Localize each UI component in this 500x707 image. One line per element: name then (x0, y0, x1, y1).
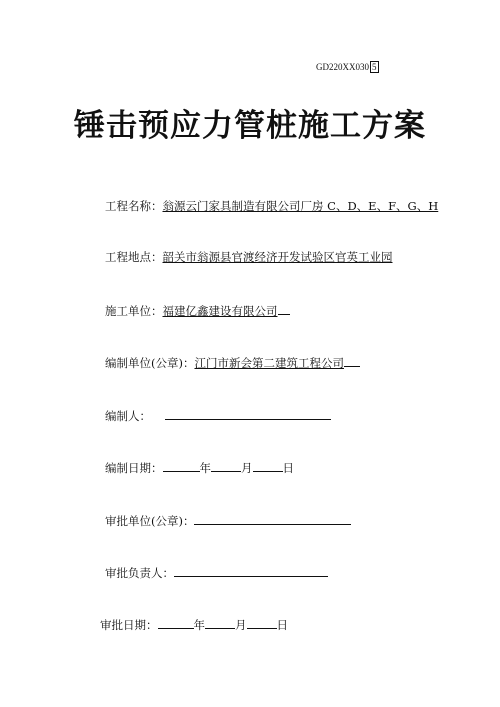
approval-date-day-blank (247, 617, 277, 629)
approval-date-month: 月 (235, 618, 247, 632)
compile-date-day: 日 (282, 461, 294, 475)
compiling-unit-value: 江门市新会第二建筑工程公司 (194, 356, 344, 370)
compiler-field (105, 408, 331, 423)
approval-date-year-blank (158, 617, 194, 629)
approval-unit-field (105, 513, 351, 528)
approval-date-month-blank (205, 617, 235, 629)
construction-unit-trailing-line (278, 303, 290, 315)
document-code-text: GD220XX030 (316, 62, 369, 72)
compile-date-day-blank (253, 460, 283, 472)
approver-field (105, 565, 328, 580)
project-location-field (105, 250, 393, 264)
approval-unit-label: 审批单位(公章)： (105, 514, 195, 528)
document-code-suffix: 5 (372, 62, 377, 72)
project-name-field (105, 199, 438, 213)
approver-blank-line (174, 565, 328, 577)
compiler-label: 编制人： (105, 409, 151, 423)
compiling-unit-label: 编制单位(公章)： (105, 356, 195, 370)
document-title: 锤击预应力管桩施工方案 (74, 108, 426, 144)
project-name-label: 工程名称： (105, 199, 163, 213)
approval-date-day: 日 (276, 618, 288, 632)
construction-unit-field (105, 303, 290, 318)
compile-date-year: 年 (199, 461, 211, 475)
approver-label: 审批负责人： (105, 566, 174, 580)
construction-unit-value: 福建亿鑫建设有限公司 (162, 304, 278, 318)
compiling-unit-trailing-line (344, 355, 360, 367)
approval-date-year: 年 (193, 618, 205, 632)
compile-date-label: 编制日期： (105, 461, 163, 475)
approval-date-field (100, 617, 288, 632)
document-code (316, 62, 379, 72)
compile-date-field (105, 460, 294, 475)
compile-date-year-blank (163, 460, 200, 472)
approval-date-label: 审批日期： (100, 618, 158, 632)
construction-unit-label: 施工单位： (105, 304, 163, 318)
compile-date-month-blank (211, 460, 241, 472)
project-name-value: 翁源云门家具制造有限公司厂房 C、D、E、F、G、H (162, 199, 439, 213)
compiling-unit-field (105, 355, 360, 370)
project-location-value: 韶关市翁源县官渡经济开发试验区官英工业园 (162, 250, 393, 264)
project-location-label: 工程地点： (105, 250, 163, 264)
approval-unit-blank-line (194, 513, 351, 525)
compile-date-month: 月 (241, 461, 253, 475)
compiler-blank-line (165, 408, 331, 420)
